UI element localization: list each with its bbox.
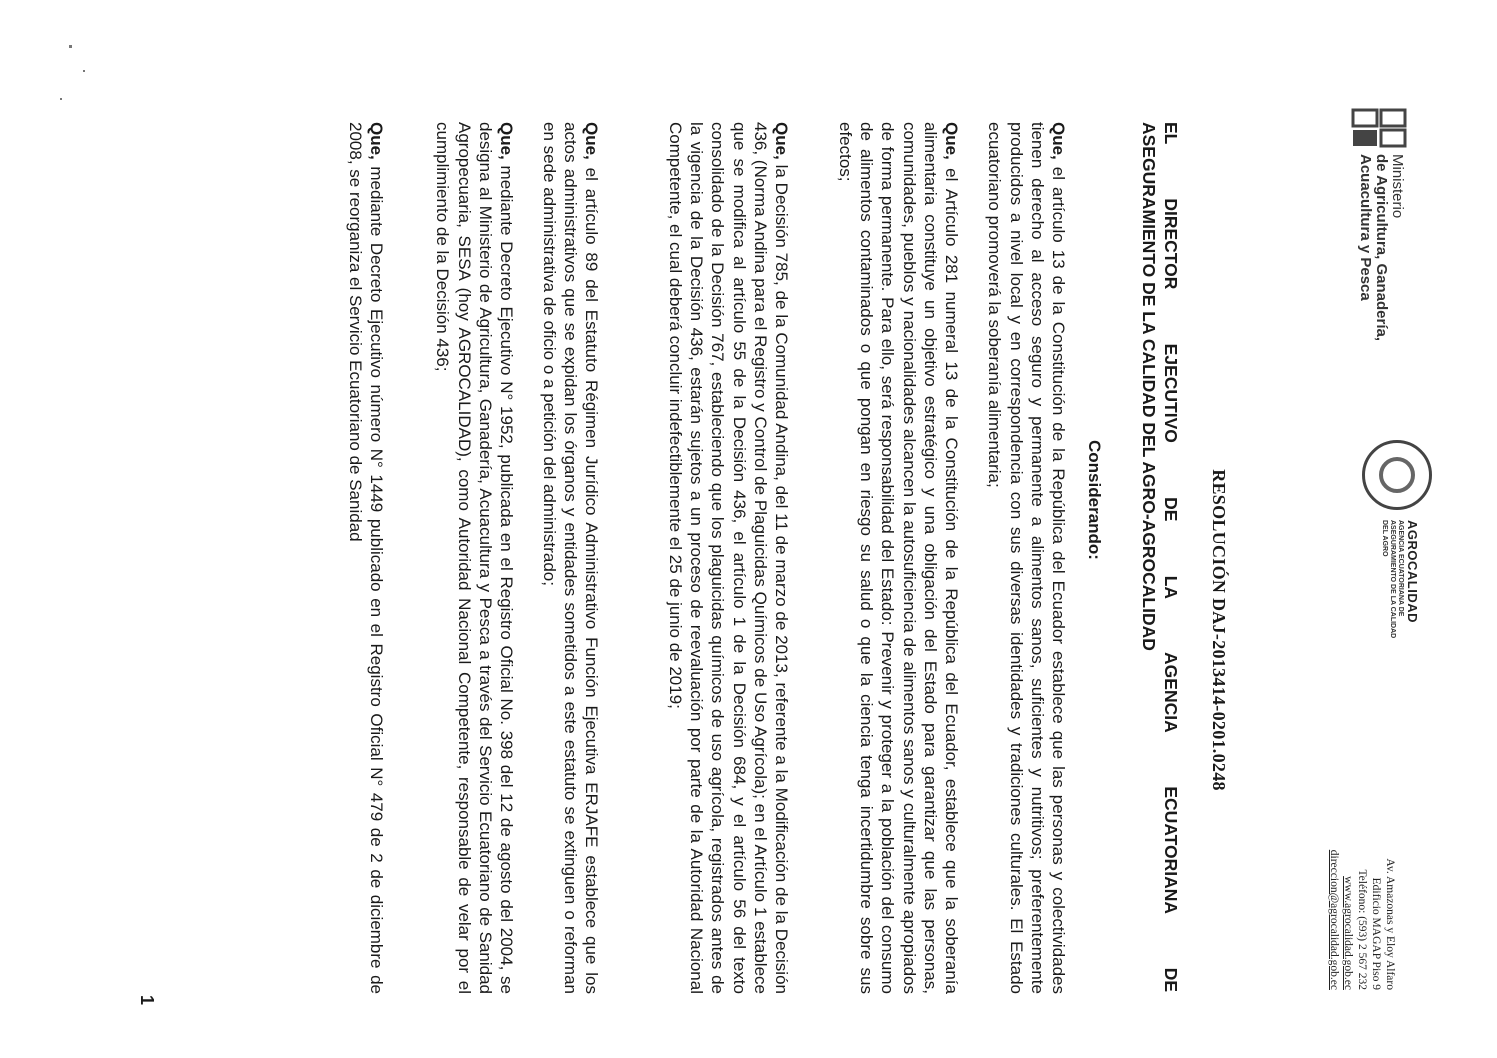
contact-address: Av. Amazonas y Eloy Alfaro [1384, 858, 1396, 990]
agency-name: AGROCALIDAD [1405, 520, 1420, 623]
scan-speck [83, 70, 85, 72]
agrocalidad-seal-icon [1362, 440, 1432, 510]
title-line-1: EL DIRECTOR EJECUTIVO DE LA AGENCIA ECUATORIANA DE [1161, 122, 1181, 992]
ministry-line: Acuacultura y Pesca [1357, 154, 1374, 301]
contact-email-link[interactable]: direccion@agrocalidad.gob.ec [1328, 849, 1340, 990]
ministry-logo [1337, 108, 1407, 398]
paragraph-text: el artículo 13 de la Constitución de la República del Ecuador establece que las personas y colectividades tienen derecho al acceso seguro y permanente a alimentos sanos, suficientes y nutritivos; preferentemente producidos a nivel local y en correspondencia con sus diversas identidades y tradiciones culturales. El Estado ecuatoriano promoverá la soberanía alimentaria; [985, 122, 1068, 994]
ministry-emblem-icon [1351, 108, 1407, 148]
ministry-line: Ministerio [1389, 154, 1406, 219]
scan-speck [60, 98, 62, 100]
ministry-line: de Agricultura, Ganadería, [1373, 154, 1390, 341]
contact-block [1327, 780, 1397, 990]
paragraph [345, 122, 387, 994]
paragraph [432, 122, 517, 994]
scan-speck [69, 45, 72, 48]
paragraph-lead: Que, [1049, 122, 1068, 160]
paragraph [665, 122, 792, 994]
paragraph-text: el artículo 89 del Estatuto Régimen Jurídico Administrativo Función Ejecutiva ERJAFE establece que los actos administrativos que se expidan los órganos y entidades sometidos a este estatuto se extinguen o reforman en sede administrativa de oficio o a petición del administrado; [539, 122, 601, 994]
paragraph-text: mediante Decreto Ejecutivo número N° 1449 publicado en el Registro Oficial N° 479 de 2 de diciembre de 2008, se reorganiza el Servicio Ecuatoriano de Sanidad [345, 122, 386, 994]
contact-building: Edificio MAGAP Piso 9 [1370, 877, 1382, 990]
document-title [1138, 122, 1182, 992]
paragraph [538, 122, 602, 994]
page-number: 1 [137, 995, 157, 1006]
paragraph-lead: Que, [942, 122, 961, 160]
considerando-heading: Considerando: [1085, 440, 1104, 560]
contact-phone: Teléfono: (593) 2 567 232 [1356, 869, 1368, 990]
paragraph [984, 122, 1069, 994]
paragraph-text: el Artículo 281 numeral 13 de la Constitución de la República del Ecuador, establece que la soberanía alimentaria constituye un objetivo estratégico y una obligación del Estado para garantizar que las personas, comunidades, pueblos y nacionalidades alcancen la autosuficiencia de alimentos sanos y culturalmente apropiados de forma permanente. Para ello, será responsabilidad del Estado: Prevenir y proteger a la población del consumo de alimentos contaminados o que pongan en riesgo su salud o que la ciencia tenga incertidumbre sobre sus efectos; [835, 122, 961, 994]
paragraph-lead: Que, [367, 122, 386, 160]
agency-subtitle: AGENCIA ECUATORIANA DE ASEGURAMIENTO DE LA CALIDAD DEL AGRO [1381, 520, 1404, 639]
paragraph-lead: Que, [772, 122, 791, 160]
contact-website-link[interactable]: www.agrocalidad.gob.ec [1342, 876, 1354, 990]
paragraph-lead: Que, [582, 122, 601, 160]
paragraph-text: mediante Decreto Ejecutivo N° 1952, publicada en el Registro Oficial No. 398 del 12 de agosto del 2004, se designa al Ministerio de Agricultura, Ganadería, Acuacultura y Pesca a través del Servicio Ecuatoriano de Sanidad Agropecuaria, SESA (hoy AGROCALIDAD), como Autoridad Nacional Competente, responsable de velar por el cumplimiento de la Decisión 436; [433, 122, 516, 994]
resolution-number: RESOLUCIÓN DAJ-2013414-0201.0248 [1209, 469, 1229, 791]
agrocalidad-logo [1342, 440, 1442, 700]
paragraph-lead: Que, [497, 122, 516, 160]
ministry-name [1357, 154, 1405, 404]
title-line-2: ASEGURAMIENTO DE LA CALIDAD DEL AGRO-AGROCALIDAD [1139, 122, 1159, 651]
paragraph-text: la Decisión 785, de la Comunidad Andina, del 11 de marzo de 2013, referente a la Modificación de la Decisión 436, (Norma Andina para el Registro y Control de Plaguicidas Químicos de Uso Agrícola); en el Artículo 1 establece que se modifica al artículo 55 de la Decisión 436, el artículo 1 de la Decisión 684, y el artículo 56 del texto consolidado de la Decisión 767, estableciendo que los plaguicidas químicos de uso agrícola, registrados antes de la vigencia de la Decisión 436, estarán sujetos a un proceso de reevaluación por parte de la Autoridad Nacional Competente, el cual deberá concluir indefectiblemente el 25 de junio de 2019; [665, 122, 791, 994]
paragraph [835, 122, 962, 994]
